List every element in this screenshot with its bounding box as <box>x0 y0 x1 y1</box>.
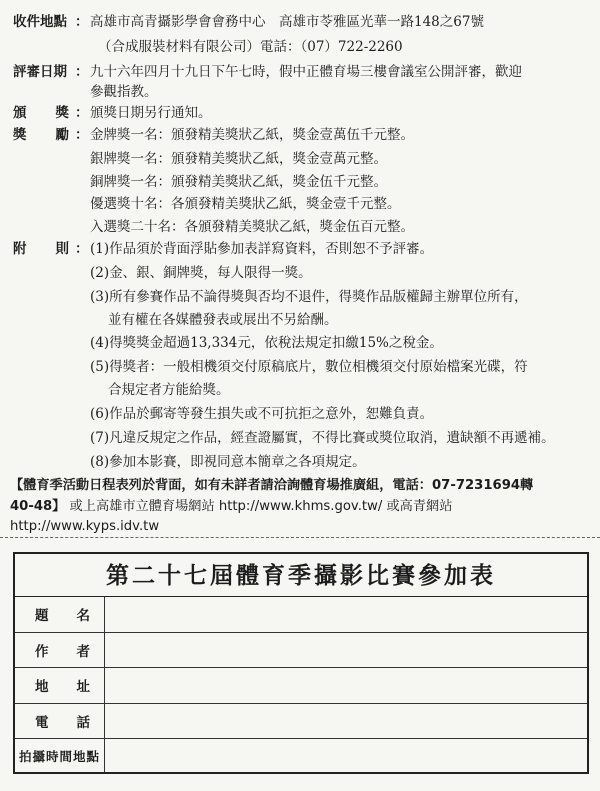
form-label-char: 地 <box>35 679 49 696</box>
form-label-char: 話 <box>76 714 90 731</box>
award-selected: 入選獎二十名：各頒發精美獎狀乙紙，獎金伍百元整。 <box>90 219 414 235</box>
form-row-label <box>15 704 105 739</box>
form-label-char: 者 <box>76 643 90 660</box>
award-bronze: 銅牌獎一名：頒發精美獎狀乙紙，獎金伍千元整。 <box>90 174 387 190</box>
award-silver: 銀牌獎一名：頒發精美獎狀乙紙，獎金壹萬元整。 <box>90 151 387 167</box>
rule-3a: (3)所有參賽作品不論得獎與否均不退件，得獎作品版權歸主辦單位所有， <box>90 289 528 305</box>
rules-label-char-1: 附 <box>13 241 27 257</box>
award-merit: 優選獎十名：各頒發精美獎狀乙紙，獎金壹千元整。 <box>90 196 401 212</box>
judge-line2: 參觀指教。 <box>90 84 158 100</box>
form-row-address[interactable] <box>15 668 587 704</box>
judge-line1: 九十六年四月十九日下午七時，假中正體育場三樓會議室公開評審，歡迎 <box>90 64 522 80</box>
rule-5a: (5)得獎者：一般相機須交付原稿底片，數位相機須交付原始檔案光碟，符 <box>90 359 528 375</box>
notice-bold1: 【體育季活動日程表列於背面，如有未詳者請洽詢體育場推廣組，電話：07-7231694轉 <box>10 478 534 493</box>
form-title: 第二十七屆體育季攝影比賽參加表 <box>15 554 587 597</box>
ceremony-colon: ： <box>75 105 89 121</box>
cut-line <box>0 537 600 538</box>
notice-line3: http://www.kyps.idv.tw <box>10 519 160 534</box>
award-gold: 金牌獎一名：頒發精美獎狀乙紙，獎金壹萬伍千元整。 <box>90 127 414 143</box>
rules-colon: ： <box>75 241 89 257</box>
notice-websites: 或上高雄市立體育場網站 http://www.khms.gov.tw/ 或高青網站 <box>69 499 453 514</box>
judge-colon: ： <box>75 64 89 80</box>
ceremony-label <box>13 103 69 123</box>
form-row-label <box>15 668 105 703</box>
judge-label: 評審日期 <box>13 64 67 80</box>
rule-2: (2)金、銀、銅牌獎，每人限得一獎。 <box>90 265 312 281</box>
registration-form <box>13 552 589 774</box>
recv-line1: 高雄市高青攝影學會會務中心 高雄市苓雅區光華一路148之67號 <box>90 14 484 30</box>
awards-label-char-2: 勵 <box>55 127 69 143</box>
rule-5b: 合規定者方能給獎。 <box>108 382 230 398</box>
ceremony-label-char-1: 頒 <box>13 105 27 121</box>
recv-label: 收件地點 <box>13 14 67 30</box>
rule-6: (6)作品於郵寄等發生損失或不可抗拒之意外，恕難負責。 <box>90 406 434 422</box>
form-row-author[interactable] <box>15 633 587 669</box>
recv-line2: （合成服裝材料有限公司）電話：（07）722-2260 <box>98 39 403 55</box>
notice-line2 <box>10 497 452 517</box>
rule-1: (1)作品須於背面浮貼參加表詳寫資料，否則恕不予評審。 <box>90 241 434 257</box>
form-label-char: 電 <box>35 714 49 731</box>
ceremony-text: 頒獎日期另行通知。 <box>90 105 212 121</box>
form-label-char: 址 <box>76 679 90 696</box>
rules-label-char-2: 則 <box>55 241 69 257</box>
notice-bold2: 40-48】 <box>10 499 66 514</box>
awards-colon: ： <box>75 127 89 143</box>
form-label-char: 作 <box>35 643 49 660</box>
form-label-char: 題 <box>35 608 49 625</box>
rules-label <box>13 239 69 259</box>
rule-3b: 並有權在各媒體發表或展出不另給酬。 <box>108 312 338 328</box>
rule-7: (7)凡違反規定之作品，經查證屬實，不得比賽或獎位取消，遺缺額不再遞補。 <box>90 430 555 446</box>
form-row-title[interactable] <box>15 597 587 633</box>
form-row-label: 拍攝時間地點 <box>15 739 105 772</box>
awards-label <box>13 125 69 145</box>
ceremony-label-char-2: 獎 <box>55 105 69 121</box>
form-row-phone[interactable] <box>15 704 587 740</box>
form-row-label <box>15 633 105 668</box>
form-label-char: 名 <box>76 608 90 625</box>
form-row-shoot-time-place[interactable] <box>15 739 587 772</box>
recv-colon: ： <box>75 14 89 30</box>
form-row-label <box>15 597 105 632</box>
rule-8: (8)參加本影賽，即視同意本簡章之各項規定。 <box>90 454 366 470</box>
notice-line1 <box>10 476 533 496</box>
awards-label-char-1: 獎 <box>13 127 27 143</box>
rule-4: (4)得獎獎金超過13,334元，依稅法規定扣繳15%之稅金。 <box>90 335 443 351</box>
